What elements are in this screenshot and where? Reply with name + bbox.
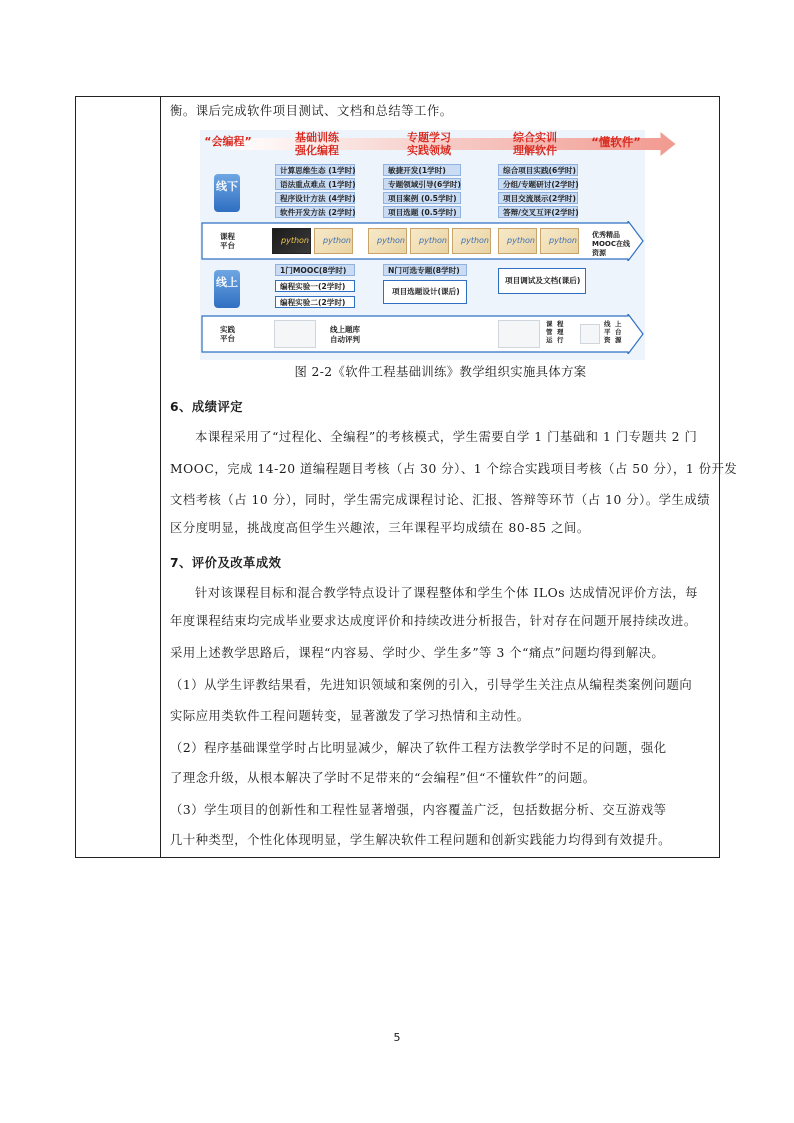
table-left-column <box>76 97 161 857</box>
practice-right-col1: 课 程 管 理 运 行 <box>546 320 564 344</box>
section7-line: 年度课程结束均完成毕业要求达成度评价和持续改进分析报告，针对存在问题开展持续改进。 <box>170 614 697 628</box>
online-item: 1门MOOC(8学时) <box>275 264 355 276</box>
offline-item: 程序设计方法 (4学时) <box>275 192 355 204</box>
section6-heading: 6、成绩评定 <box>170 400 244 414</box>
offline-item: 软件开发方法 (2学时) <box>275 206 355 218</box>
end-label: “懂软件” <box>591 135 641 149</box>
mooc-thumbnail: python <box>498 228 537 254</box>
section7-line: 采用上述教学思路后，课程“内容易、学时少、学生多”等 3 个“痛点”问题均得到解决。 <box>170 646 665 660</box>
section6-line: MOOC，完成 14-20 道编程题目考核（占 30 分）、1 个综合实践项目考核（占 50 分），1 份开发 <box>170 462 738 476</box>
page-number: 5 <box>393 1031 401 1044</box>
offline-item: 项目交流展示(2学时) <box>498 192 578 204</box>
mooc-thumbnail: python <box>452 228 491 254</box>
phase2-line1: 专题学习 <box>407 131 451 144</box>
section7-line: 了理念升级，从根本解决了学时不足带来的“会编程”但“不懂软件”的问题。 <box>170 771 596 785</box>
practice-right-col2: 线 上 平 台 资 源 <box>604 320 622 344</box>
practice-screenshot <box>580 324 600 344</box>
phase2-line2: 实践领域 <box>407 144 451 157</box>
offline-item: 项目案例 (0.5学时) <box>383 192 461 204</box>
online-tag: 线上 <box>214 270 240 308</box>
start-label: “会编程” <box>204 135 252 148</box>
platform-label: 课程平台 <box>220 232 235 250</box>
mooc-thumbnail: python <box>540 228 579 254</box>
section6-line: 文档考核（占 10 分），同时，学生需完成课程讨论、汇报、答辩等环节（占 10 分）。学生成绩 <box>170 493 711 507</box>
phase3-line1: 综合实训 <box>513 131 557 144</box>
platform-right-label: 优秀精品MOOC在线资源 <box>592 231 631 257</box>
phase1-line1: 基础训练 <box>295 131 339 144</box>
phase1-line2: 强化编程 <box>295 144 339 157</box>
offline-item: 答辩/交叉互评(2学时) <box>498 206 578 218</box>
section7-heading: 7、评价及改革成效 <box>170 556 282 570</box>
section7-line: （1）从学生评教结果看，先进知识领域和案例的引入，引导学生关注点从编程类案例问题向 <box>170 678 693 692</box>
offline-item: 分组/专题研讨(2学时) <box>498 178 578 190</box>
offline-item: 项目选题 (0.5学时) <box>383 206 461 218</box>
practice-screenshot <box>274 320 316 348</box>
section7-line: 几十种类型，个性化体现明显，学生解决软件工程问题和创新实践能力均得到有效提升。 <box>170 833 672 847</box>
section7-line: 实际应用类软件工程问题转变，显著激发了学习热情和主动性。 <box>170 709 530 723</box>
offline-item: 专题领域引导(6学时) <box>383 178 461 190</box>
mooc-thumbnail: python <box>272 228 311 254</box>
figure-caption: 图 2-2《软件工程基础训练》教学组织实施具体方案 <box>294 365 587 379</box>
intro-line: 衡。课后完成软件项目测试、文档和总结等工作。 <box>170 104 453 118</box>
section6-line: 区分度明显，挑战度高但学生兴趣浓，三年课程平均成绩在 80-85 之间。 <box>170 521 590 535</box>
phase3-line2: 理解软件 <box>513 144 557 157</box>
online-item: 项目选题设计(课后) <box>383 280 467 304</box>
offline-item: 综合项目实践(6学时) <box>498 164 578 176</box>
online-item: 编程实验一(2学时) <box>275 280 355 292</box>
online-item: N门可选专题(8学时) <box>383 264 467 276</box>
offline-item: 语法重点难点 (1学时) <box>275 178 355 190</box>
offline-item: 敏捷开发(1学时) <box>383 164 461 176</box>
online-item: 编程实验二(2学时) <box>275 296 355 308</box>
section7-line: （3）学生项目的创新性和工程性显著增强，内容覆盖广泛，包括数据分析、交互游戏等 <box>170 803 667 817</box>
practice-screenshot <box>498 320 540 348</box>
section7-line: （2）程序基础课堂学时占比明显减少，解决了软件工程方法教学学时不足的问题，强化 <box>170 741 667 755</box>
practice-mid-line1: 线上题库 <box>330 325 360 334</box>
mooc-thumbnail: python <box>368 228 407 254</box>
practice-label: 实践平台 <box>220 325 235 343</box>
section6-line: 本课程采用了“过程化、全编程”的考核模式，学生需要自学 1 门基础和 1 门专题共 2 门 <box>195 430 698 444</box>
offline-item: 计算思维生态 (1学时) <box>275 164 355 176</box>
teaching-plan-diagram <box>200 130 645 360</box>
offline-tag: 线下 <box>214 174 240 212</box>
online-item: 项目调试及文档(课后) <box>498 268 586 294</box>
practice-mid-line2: 自动评判 <box>330 335 360 344</box>
section7-line: 针对该课程目标和混合教学特点设计了课程整体和学生个体 ILOs 达成情况评价方法，每 <box>195 586 699 600</box>
mooc-thumbnail: python <box>410 228 449 254</box>
mooc-thumbnail: python <box>314 228 353 254</box>
